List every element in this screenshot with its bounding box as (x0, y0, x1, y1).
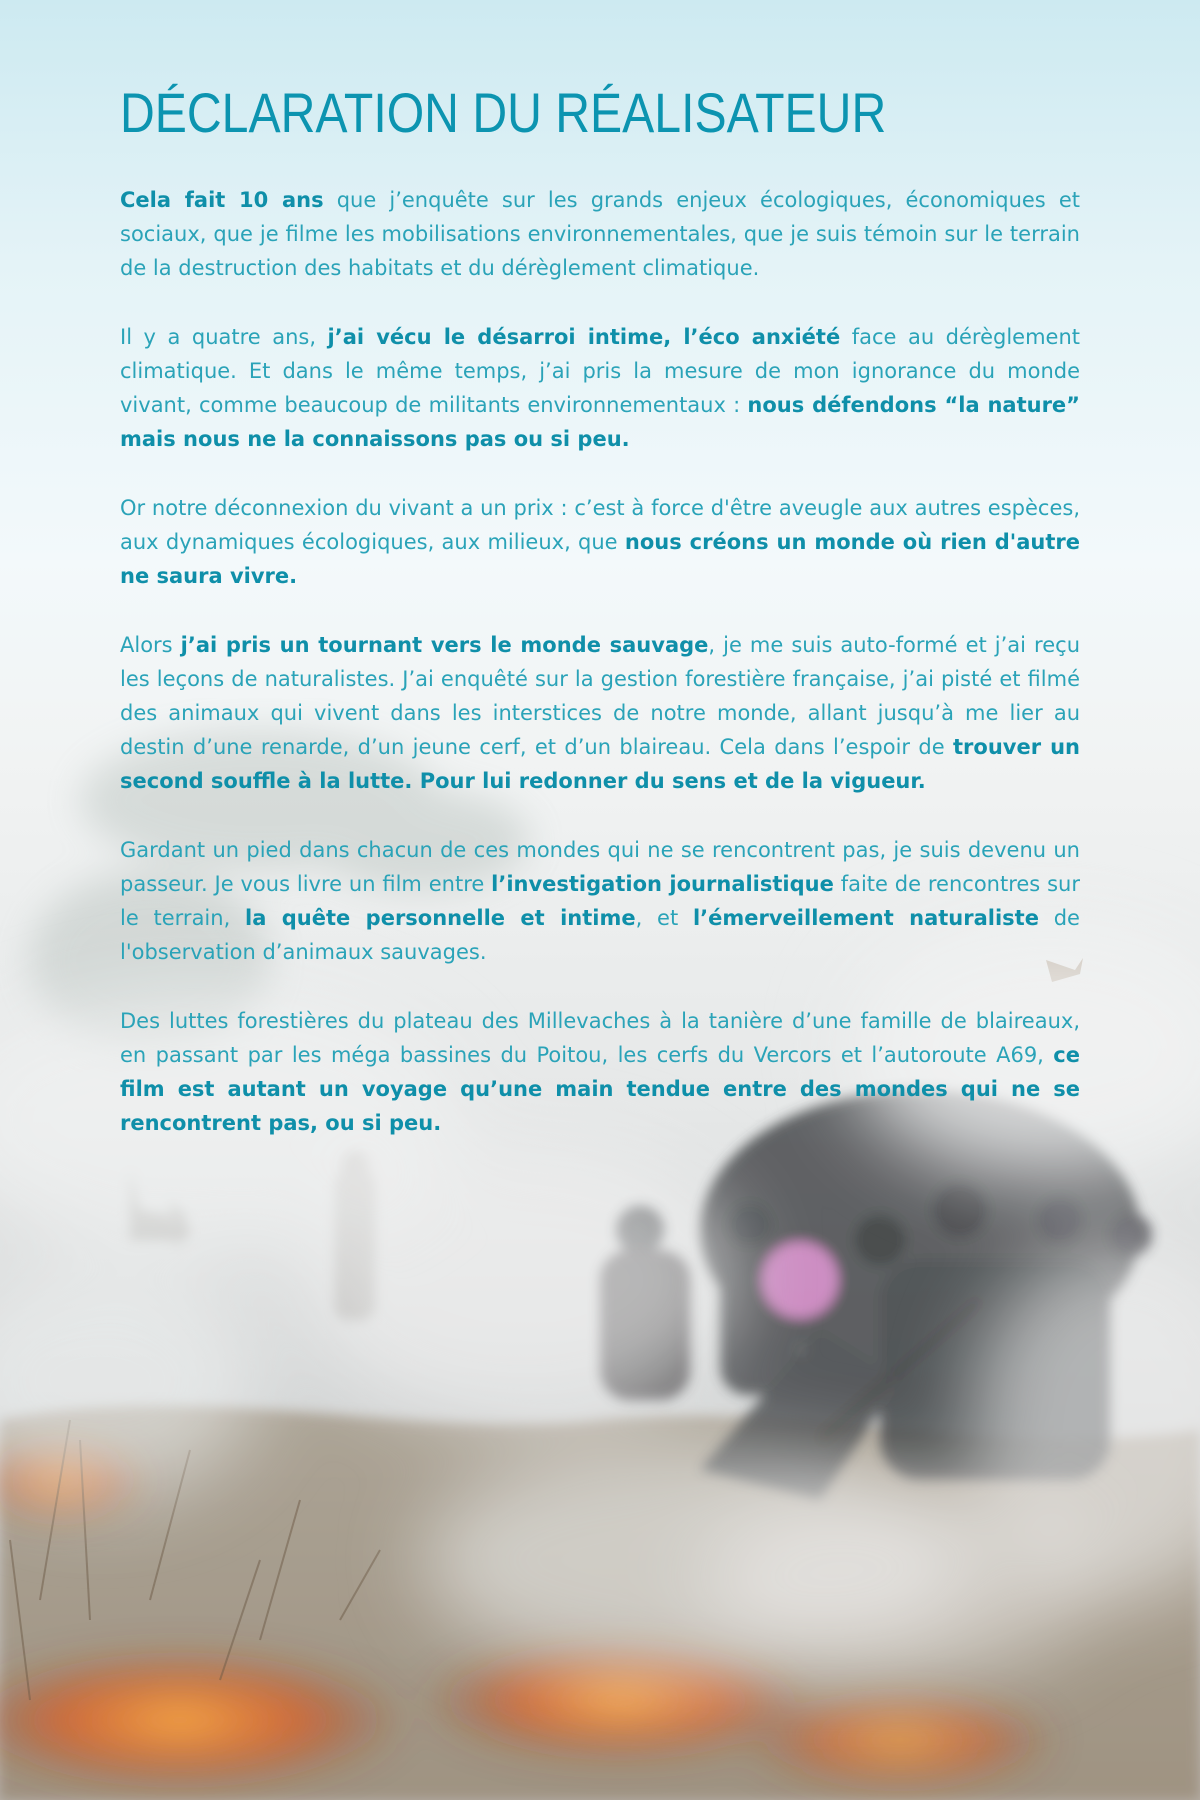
paragraph-text: Or notre déconnexion du vivant a un prix : c’est à force d'être aveugle aux autres espèces, aux dynamiques écologiques, aux milieux, que (120, 496, 1080, 554)
paragraph-text: que j’enquête sur les grands enjeux écologiques, économiques et sociaux, que je filme les mobilisations environnementales, que je suis témoin sur le terrain de la destruction des habitats et du dérèglement climatique. (120, 188, 1080, 280)
statement-paragraph (120, 320, 1080, 456)
paragraph-text: de l'observation d’animaux sauvages. (120, 906, 1080, 964)
emphasis-text: ce film est autant un voyage qu’une main tendue entre des mondes qui ne se rencontrent pas, ou si peu. (120, 1043, 1080, 1135)
emphasis-text: Cela fait 10 ans (120, 188, 324, 212)
paragraph-text: , et (635, 906, 693, 930)
emphasis-text: j’ai vécu le désarroi intime, l’éco anxiété (327, 325, 841, 349)
statement-body (120, 183, 1080, 1140)
emphasis-text: l’investigation journalistique (491, 872, 834, 896)
paragraph-text: Gardant un pied dans chacun de ces mondes qui ne se rencontrent pas, je suis devenu un passeur. Je vous livre un film entre (120, 838, 1080, 896)
statement-paragraph (120, 833, 1080, 969)
emphasis-text: nous créons un monde où rien d'autre ne saura vivre. (120, 530, 1080, 588)
emphasis-text: nous défendons “la nature” mais nous ne la connaissons pas ou si peu. (120, 393, 1080, 451)
paragraph-text: Alors (120, 633, 181, 657)
emphasis-text: l’émerveillement naturaliste (692, 906, 1039, 930)
paragraph-text: Il y a quatre ans, (120, 325, 328, 349)
director-statement (120, 80, 1080, 1175)
emphasis-text: j’ai pris un tournant vers le monde sauvage (180, 633, 709, 657)
paragraph-text: face au dérèglement climatique. Et dans le même temps, j’ai pris la mesure de mon ignorance du monde vivant, comme beaucoup de militants environnementaux : (120, 325, 1080, 417)
paragraph-text: faite de rencontres sur le terrain, (120, 872, 1080, 930)
page-title: DÉCLARATION DU RÉALISATEUR (120, 81, 887, 144)
paragraph-text: , je me suis auto-formé et j’ai reçu les leçons de naturalistes. J’ai enquêté sur la gestion forestière française, j’ai pisté et filmé des animaux qui vivent dans les interstices de notre monde, allant jusqu’à me lier au destin d’une renarde, d’un jeune cerf, et d’un blaireau. Cela dans l’espoir de (120, 633, 1081, 759)
statement-paragraph (120, 1004, 1080, 1140)
emphasis-text: trouver un second souffle à la lutte. Pour lui redonner du sens et de la vigueur. (120, 735, 1080, 793)
emphasis-text: la quête personnelle et intime (245, 906, 636, 930)
statement-paragraph (120, 628, 1080, 798)
statement-paragraph (120, 491, 1080, 593)
statement-paragraph (120, 183, 1080, 285)
paragraph-text: Des luttes forestières du plateau des Millevaches à la tanière d’une famille de blaireaux, en passant par les méga bassines du Poitou, les cerfs du Vercors et l’autoroute A69, (120, 1009, 1080, 1067)
